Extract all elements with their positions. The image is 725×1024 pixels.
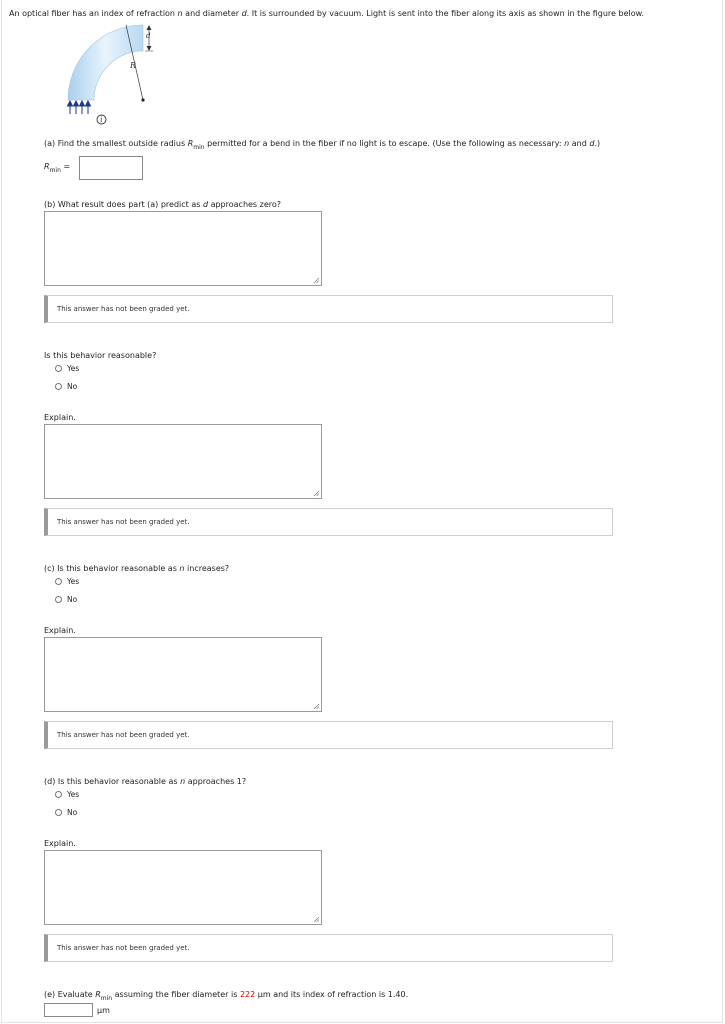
intro-text-1: An optical fiber has an index of refraction [9, 9, 178, 18]
label-R: R [130, 61, 137, 70]
part-b-question: (b) What result does part (a) predict as d approaches zero? [44, 200, 282, 209]
part-d-question: (d) Is this behavior reasonable as n approaches 1? [44, 777, 247, 786]
radio-d-yes[interactable]: Yes [55, 790, 79, 799]
part-e-unit: µm [97, 1006, 110, 1015]
resize-handle-icon[interactable] [313, 703, 320, 710]
diameter-value: 222 [239, 990, 256, 999]
intro-n: n [177, 9, 183, 18]
graded-status-b: This answer has not been graded yet. [44, 295, 613, 323]
radio-d-no-circle[interactable] [55, 809, 62, 816]
part-b-explain-label: Explain. [44, 413, 76, 422]
part-e-question: (e) Evaluate $R_{min}$ assuming the fiber diameter is 222 µm and its index of refraction is 1.40. [44, 990, 409, 1002]
problem-statement [9, 9, 644, 18]
radio-d-yes-circle[interactable] [55, 791, 62, 798]
radio-b-yes[interactable]: Yes [55, 364, 79, 373]
part-b-answer-textarea[interactable] [44, 211, 322, 286]
info-icon[interactable] [96, 114, 107, 125]
svg-text:i: i [100, 116, 103, 125]
radio-b-yes-circle[interactable] [55, 365, 62, 372]
intro-text-2: and diameter [182, 9, 242, 18]
resize-handle-icon[interactable] [313, 490, 320, 497]
rmin-answer-input[interactable] [79, 156, 143, 180]
part-c-question: (c) Is this behavior reasonable as n increases? [44, 564, 230, 573]
radio-c-yes[interactable]: Yes [55, 577, 79, 586]
part-c-explain-textarea[interactable] [44, 637, 322, 712]
part-e-answer-input[interactable] [44, 1003, 93, 1017]
radio-b-no-circle[interactable] [55, 383, 62, 390]
intro-d: d [241, 9, 247, 18]
radio-c-no-circle[interactable] [55, 596, 62, 603]
part-a-answer-label: $R_{min}$ = [44, 162, 71, 174]
part-b-explain-textarea[interactable] [44, 424, 322, 499]
graded-status-b-explain: This answer has not been graded yet. [44, 508, 613, 536]
incoming-light-arrows [68, 101, 91, 114]
graded-status-d: This answer has not been graded yet. [44, 934, 613, 962]
fiber-figure [60, 20, 180, 132]
resize-handle-icon[interactable] [313, 277, 320, 284]
radio-b-no[interactable]: No [55, 382, 77, 391]
graded-status-c: This answer has not been graded yet. [44, 721, 613, 749]
label-d: d [146, 32, 151, 40]
part-d-explain-label: Explain. [44, 839, 76, 848]
bend-center-dot [141, 98, 144, 101]
part-d-explain-textarea[interactable] [44, 850, 322, 925]
radio-c-yes-circle[interactable] [55, 578, 62, 585]
part-b-reasonable-question: Is this behavior reasonable? [44, 351, 157, 360]
radio-c-no[interactable]: No [55, 595, 77, 604]
resize-handle-icon[interactable] [313, 916, 320, 923]
radio-d-no[interactable]: No [55, 808, 77, 817]
intro-text-3: . It is surrounded by vacuum. Light is sent into the fiber along its axis as shown in the figure below. [246, 9, 644, 18]
part-c-explain-label: Explain. [44, 626, 76, 635]
part-a-question: (a) Find the smallest outside radius $R_{min}$ permitted for a bend in the fiber if no light is to escape. (Use the following as necessary: n and d.) [44, 139, 601, 151]
